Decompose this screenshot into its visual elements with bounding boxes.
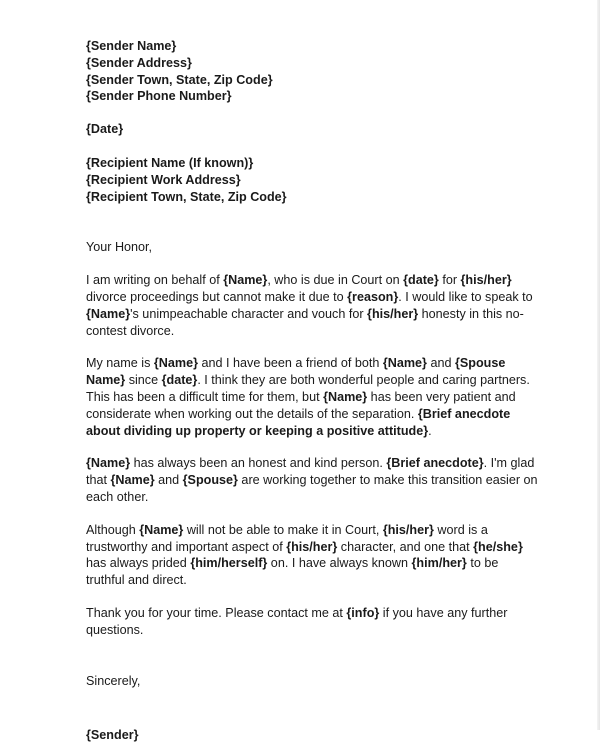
recipient-town: {Recipient Town, State, Zip Code}	[86, 189, 287, 204]
placeholder-field: {date}	[161, 373, 198, 388]
placeholder-field: {him/herself}	[190, 556, 268, 571]
body-text: has always been an honest and kind person.	[130, 456, 387, 471]
body-line	[86, 622, 550, 639]
placeholder-field: {Name}	[382, 356, 427, 371]
placeholder-field: {Name}	[223, 273, 268, 288]
sender-address-block	[86, 38, 550, 105]
placeholder-field: {info}	[346, 605, 380, 620]
placeholder-field: {his/her}	[382, 522, 434, 537]
body-line	[86, 289, 550, 306]
sender-town: {Sender Town, State, Zip Code}	[86, 72, 273, 87]
body-line	[86, 423, 550, 440]
placeholder-field: about dividing up property or keeping a positive attitude}	[86, 423, 429, 438]
body-line	[86, 355, 550, 372]
placeholder-field: {he/she}	[473, 539, 523, 554]
body-text: since	[125, 373, 162, 388]
letter-body	[86, 272, 550, 638]
sender-phone: {Sender Phone Number}	[86, 89, 232, 104]
body-text: This has been a difficult time for them, but	[86, 389, 324, 404]
body-paragraph	[86, 605, 550, 639]
body-text: questions.	[86, 622, 144, 637]
recipient-name: {Recipient Name (If known)}	[86, 155, 254, 170]
body-text: .	[428, 423, 432, 438]
body-text: to be	[466, 556, 499, 571]
placeholder-field: {Name}	[139, 522, 184, 537]
closing: Sincerely,	[86, 673, 141, 688]
body-text: for	[438, 273, 461, 288]
placeholder-field: {Spouse}	[182, 473, 238, 488]
body-text: and	[154, 473, 183, 488]
body-text: if you have any further	[379, 605, 508, 620]
body-text: Although	[86, 522, 140, 537]
body-text: contest divorce.	[86, 323, 175, 338]
body-line	[86, 555, 550, 572]
body-line	[86, 406, 550, 423]
body-paragraph	[86, 272, 550, 339]
body-line	[86, 455, 550, 472]
body-text: are working together to make this transition easier on	[237, 473, 538, 488]
placeholder-field: {Name}	[86, 456, 131, 471]
body-text: considerate when working out the details of the separation.	[86, 406, 418, 421]
placeholder-field: {Name}	[86, 306, 131, 321]
body-paragraph	[86, 522, 550, 589]
body-text: . I'm glad	[483, 456, 535, 471]
body-text: and I have been a friend of both	[198, 356, 383, 371]
body-line	[86, 489, 550, 506]
body-text: Thank you for your time. Please contact me at	[86, 605, 347, 620]
body-paragraph	[86, 355, 550, 439]
body-line	[86, 605, 550, 622]
placeholder-field: {Brief anecdote}	[386, 456, 484, 471]
body-text: . I would like to speak to	[398, 289, 533, 304]
placeholder-field: {him/her}	[411, 556, 467, 571]
body-text: on. I have always known	[267, 556, 412, 571]
body-line	[86, 572, 550, 589]
body-line	[86, 472, 550, 489]
placeholder-field: {reason}	[347, 289, 399, 304]
placeholder-field: {Name}	[110, 473, 155, 488]
sender-address: {Sender Address}	[86, 55, 192, 70]
body-text: . I think they are both wonderful people and caring partners.	[197, 373, 530, 388]
body-paragraph	[86, 455, 550, 505]
placeholder-field: {date}	[403, 273, 439, 288]
body-text: will not be able to make it in Court,	[183, 522, 383, 537]
placeholder-field: {Name}	[153, 356, 198, 371]
body-text: word is a	[433, 522, 488, 537]
signature: {Sender}	[86, 728, 139, 743]
body-text: honesty in this no-	[418, 306, 524, 321]
body-line	[86, 272, 550, 289]
body-text: I am writing on behalf of	[86, 273, 224, 288]
body-line	[86, 389, 550, 406]
body-text: truthful and direct.	[86, 573, 187, 588]
body-text: character, and one that	[337, 539, 474, 554]
body-line	[86, 306, 550, 323]
body-line	[86, 539, 550, 556]
body-text: trustworthy and important aspect of	[86, 539, 287, 554]
body-text: divorce proceedings but cannot make it due to	[86, 289, 348, 304]
body-text: My name is	[86, 356, 154, 371]
body-line	[86, 323, 550, 340]
letter-date: {Date}	[86, 122, 124, 137]
recipient-address-block	[86, 155, 550, 205]
placeholder-field: Name}	[86, 373, 126, 388]
placeholder-field: {Spouse	[454, 356, 506, 371]
placeholder-field: {Name}	[323, 389, 368, 404]
salutation: Your Honor,	[86, 240, 153, 255]
sender-name: {Sender Name}	[86, 39, 177, 53]
body-text: and	[426, 356, 455, 371]
placeholder-field: {his/her}	[286, 539, 338, 554]
body-text: each other.	[86, 489, 149, 504]
body-line	[86, 372, 550, 389]
body-text: 's unimpeachable character and vouch for	[130, 306, 368, 321]
placeholder-field: {his/her}	[367, 306, 419, 321]
body-text: , who is due in Court on	[267, 273, 404, 288]
body-line	[86, 522, 550, 539]
placeholder-field: {Brief anecdote	[417, 406, 511, 421]
recipient-work-address: {Recipient Work Address}	[86, 172, 241, 187]
placeholder-field: {his/her}	[460, 273, 512, 288]
body-text: that	[86, 473, 111, 488]
body-text: has always prided	[86, 556, 191, 571]
body-text: has been very patient and	[367, 389, 516, 404]
